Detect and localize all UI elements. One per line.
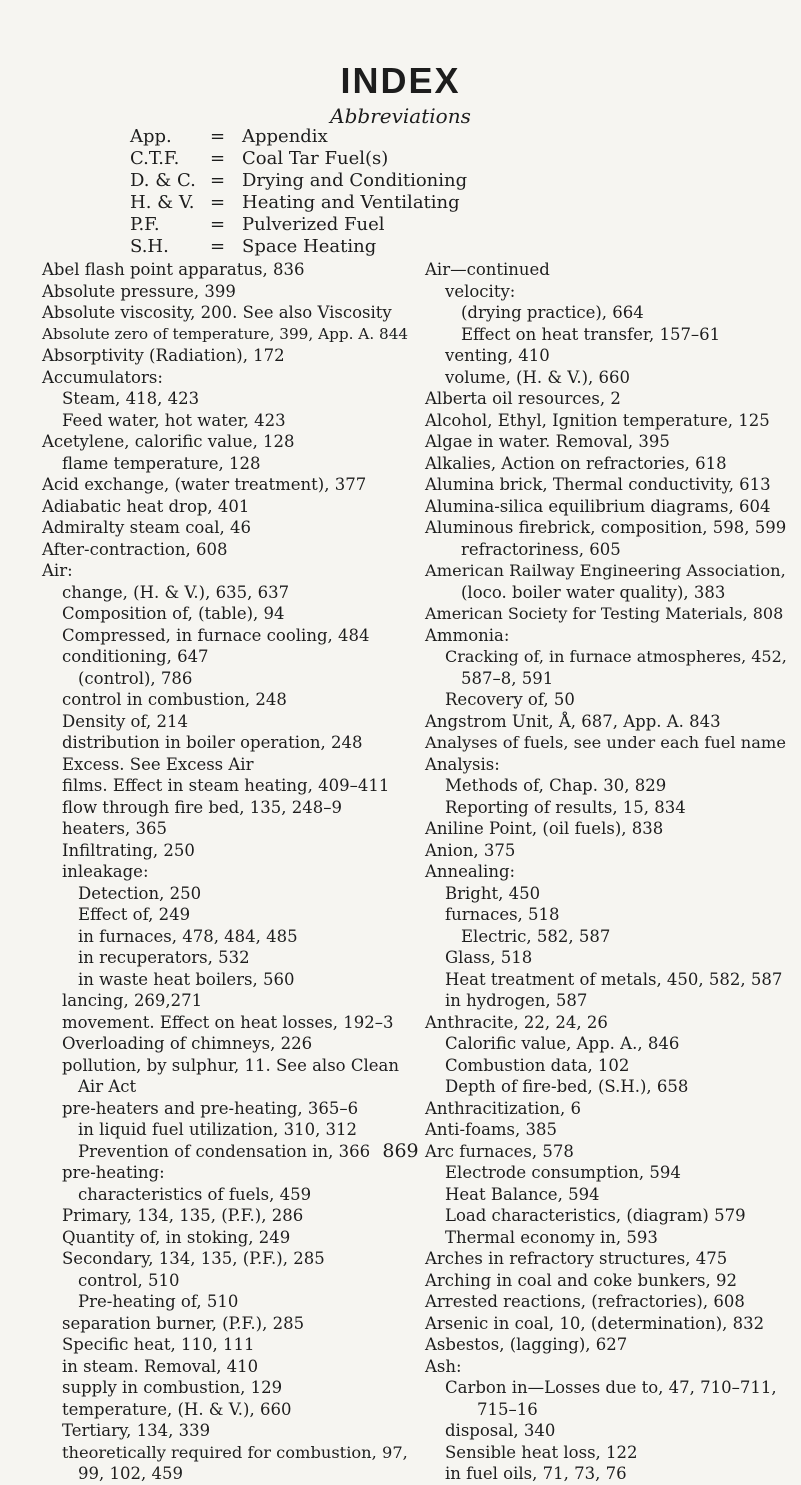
- page-number: 869: [382, 1140, 419, 1162]
- index-entry: American Railway Engineering Association,: [425, 561, 786, 580]
- index-entry: Arching in coal and coke bunkers, 92: [425, 1270, 737, 1290]
- index-entry: supply in combustion, 129: [62, 1378, 283, 1397]
- abbreviation-row: [130, 148, 467, 170]
- index-entry: Overloading of chimneys, 226: [62, 1034, 313, 1053]
- index-entry: movement. Effect on heat losses, 192–3: [62, 1012, 394, 1032]
- abbreviation-meaning: Drying and Conditioning: [242, 170, 468, 191]
- index-entry: Ash:: [425, 1356, 462, 1376]
- index-entry: Effect on heat transfer, 157–61: [461, 324, 721, 344]
- index-entry: velocity:: [445, 281, 516, 301]
- index-entry: Heat treatment of metals, 450, 582, 587: [445, 969, 783, 989]
- index-entry: (drying practice), 664: [461, 303, 644, 322]
- index-entry: in hydrogen, 587: [445, 991, 588, 1010]
- index-entry: Excess. See Excess Air: [62, 754, 254, 774]
- index-entry: furnaces, 518: [445, 905, 560, 924]
- index-entry: in steam. Removal, 410: [62, 1356, 259, 1376]
- index-entry: Heat Balance, 594: [445, 1184, 600, 1204]
- abbreviation-row: [130, 214, 467, 236]
- index-entry: Anthracitization, 6: [425, 1098, 581, 1118]
- abbreviation-key: S.H.: [130, 236, 169, 257]
- index-column-left: [42, 259, 412, 1485]
- abbreviation-key: D. & C.: [130, 170, 196, 191]
- index-entry: Arc furnaces, 578: [425, 1141, 574, 1161]
- index-entry: temperature, (H. & V.), 660: [62, 1399, 292, 1419]
- equals-sign: =: [210, 236, 226, 257]
- index-entry: Primary, 134, 135, (P.F.), 286: [62, 1206, 304, 1225]
- index-entry: Detection, 250: [78, 883, 202, 903]
- index-entry: Combustion data, 102: [445, 1055, 630, 1075]
- index-entry: (loco. boiler water quality), 383: [461, 582, 726, 602]
- index-entry: Aniline Point, (oil fuels), 838: [425, 819, 664, 838]
- index-entry: Sensible heat loss, 122: [445, 1442, 638, 1462]
- index-entry: Prevention of condensation in, 366: [78, 1141, 371, 1161]
- abbreviation-meaning: Appendix: [242, 126, 328, 147]
- index-entry: Secondary, 134, 135, (P.F.), 285: [62, 1249, 325, 1268]
- index-entry: Electric, 582, 587: [461, 926, 611, 946]
- index-entry: lancing, 269,271: [62, 991, 203, 1010]
- index-entry: Air:: [42, 561, 73, 580]
- abbreviation-key: H. & V.: [130, 192, 195, 213]
- index-entry: in waste heat boilers, 560: [78, 969, 295, 989]
- equals-sign: =: [210, 170, 226, 191]
- index-entry: distribution in boiler operation, 248: [62, 733, 363, 752]
- index-entry: After-contraction, 608: [42, 539, 228, 559]
- index-entry: Effect of, 249: [78, 905, 191, 924]
- index-entry: films. Effect in steam heating, 409–411: [62, 776, 390, 795]
- index-entry: theoretically required for combustion, 97,: [62, 1442, 408, 1462]
- index-entry: Accumulators:: [42, 367, 163, 387]
- index-entry: volume, (H. & V.), 660: [445, 367, 631, 387]
- index-entry: Anion, 375: [425, 840, 516, 860]
- index-entry: Methods of, Chap. 30, 829: [445, 776, 667, 795]
- index-entry: Arsenic in coal, 10, (determination), 832: [425, 1313, 765, 1333]
- abbreviation-key: C.T.F.: [130, 148, 180, 169]
- index-entry: in liquid fuel utilization, 310, 312: [78, 1120, 358, 1139]
- index-entry: in furnaces, 478, 484, 485: [78, 926, 298, 946]
- index-entry: Anthracite, 22, 24, 26: [425, 1012, 608, 1032]
- index-entry: Electrode consumption, 594: [445, 1163, 681, 1182]
- index-entry: Infiltrating, 250: [62, 840, 195, 860]
- index-entry: Alkalies, Action on refractories, 618: [425, 453, 727, 473]
- index-entry: Air Act: [78, 1077, 137, 1096]
- index-entry: Angstrom Unit, Å, 687, App. A. 843: [425, 711, 721, 731]
- abbreviation-meaning: Pulverized Fuel: [242, 214, 385, 235]
- index-entry: in recuperators, 532: [78, 948, 250, 967]
- index-entry: pollution, by sulphur, 11. See also Clean: [62, 1055, 399, 1075]
- index-entry: Absolute viscosity, 200. See also Viscosity: [42, 303, 392, 322]
- index-entry: inleakage:: [62, 862, 149, 881]
- index-entry: Absolute pressure, 399: [42, 281, 236, 301]
- index-entry: Alumina brick, Thermal conductivity, 613: [425, 475, 771, 494]
- index-entry: Reporting of results, 15, 834: [445, 797, 686, 817]
- index-entry: Thermal economy in, 593: [445, 1227, 658, 1247]
- index-entry: Cracking of, in furnace atmospheres, 452,: [445, 647, 787, 666]
- page-title: INDEX: [340, 60, 461, 101]
- index-entry: Acetylene, calorific value, 128: [42, 432, 295, 451]
- index-entry: in fuel oils, 71, 73, 76: [445, 1464, 627, 1483]
- abbreviation-row: [130, 170, 467, 192]
- index-entry: Alberta oil resources, 2: [425, 389, 621, 408]
- abbreviation-key: P.F.: [130, 214, 160, 235]
- index-entry: Recovery of, 50: [445, 690, 575, 709]
- abbreviations-table: [130, 126, 467, 258]
- index-entry: venting, 410: [445, 346, 550, 365]
- index-entry: pre-heating:: [62, 1163, 165, 1182]
- index-entry: Carbon in—Losses due to, 47, 710–711,: [445, 1378, 777, 1397]
- index-entry: American Society for Testing Materials, 808: [425, 604, 784, 623]
- index-entry: refractoriness, 605: [461, 539, 621, 559]
- index-entry: flow through fire bed, 135, 248–9: [62, 797, 342, 817]
- index-entry: Load characteristics, (diagram) 579: [445, 1206, 746, 1225]
- index-entry: Specific heat, 110, 111: [62, 1335, 255, 1354]
- index-entry: Alumina-silica equilibrium diagrams, 604: [425, 496, 771, 516]
- index-entry: Bright, 450: [445, 883, 541, 903]
- index-entry: Glass, 518: [445, 948, 533, 967]
- index-entry: control in combustion, 248: [62, 690, 287, 709]
- index-entry: Arches in refractory structures, 475: [425, 1249, 728, 1268]
- abbreviation-key: App.: [130, 126, 172, 147]
- index-entry: pre-heaters and pre-heating, 365–6: [62, 1098, 359, 1118]
- index-entry: Analysis:: [425, 754, 500, 774]
- index-entry: Abel flash point apparatus, 836: [42, 260, 305, 279]
- index-entry: Analyses of fuels, see under each fuel name: [425, 733, 786, 752]
- equals-sign: =: [210, 192, 226, 213]
- abbreviation-meaning: Heating and Ventilating: [242, 192, 460, 213]
- index-entry: Density of, 214: [62, 711, 188, 731]
- index-entry: 99, 102, 459: [78, 1464, 183, 1483]
- index-entry: disposal, 340: [445, 1421, 556, 1440]
- index-entry: heaters, 365: [62, 819, 167, 838]
- index-entry: Arrested reactions, (refractories), 608: [425, 1292, 745, 1311]
- index-entry: Adiabatic heat drop, 401: [42, 496, 250, 516]
- index-entry: conditioning, 647: [62, 647, 209, 666]
- abbreviation-row: [130, 126, 467, 148]
- index-entry: Depth of fire-bed, (S.H.), 658: [445, 1077, 689, 1096]
- index-entry: Algae in water. Removal, 395: [425, 432, 670, 451]
- index-entry: Tertiary, 134, 339: [62, 1421, 211, 1440]
- index-entry: Alcohol, Ethyl, Ignition temperature, 125: [425, 410, 770, 430]
- index-entry: 715–16: [477, 1399, 538, 1419]
- abbreviations-heading: Abbreviations: [330, 104, 471, 128]
- index-entry: Anti-foams, 385: [425, 1120, 557, 1139]
- index-entry: separation burner, (P.F.), 285: [62, 1313, 305, 1333]
- index-entry: Acid exchange, (water treatment), 377: [42, 475, 367, 494]
- abbreviation-row: [130, 236, 467, 258]
- index-entry: flame temperature, 128: [62, 453, 261, 473]
- index-entry: Annealing:: [425, 862, 516, 881]
- index-entry: Absolute zero of temperature, 399, App. A. 844: [42, 324, 409, 343]
- index-entry: Ammonia:: [425, 625, 510, 645]
- index-entry: Steam, 418, 423: [62, 389, 200, 408]
- abbreviation-meaning: Space Heating: [242, 236, 377, 257]
- index-entry: Aluminous firebrick, composition, 598, 599: [425, 518, 787, 537]
- index-entry: Quantity of, in stoking, 249: [62, 1227, 291, 1247]
- index-entry: Absorptivity (Radiation), 172: [42, 346, 285, 365]
- index-entry: Admiralty steam coal, 46: [42, 518, 251, 537]
- abbreviation-meaning: Coal Tar Fuel(s): [242, 148, 389, 169]
- equals-sign: =: [210, 148, 226, 169]
- index-entry: Compressed, in furnace cooling, 484: [62, 625, 370, 645]
- index-entry: control, 510: [78, 1270, 180, 1290]
- index-entry: (control), 786: [78, 668, 193, 688]
- index-entry: Pre-heating of, 510: [78, 1292, 239, 1311]
- index-entry: Asbestos, (lagging), 627: [425, 1335, 628, 1354]
- index-column-right: [425, 259, 787, 1485]
- index-entry: Composition of, (table), 94: [62, 604, 285, 623]
- index-entry: characteristics of fuels, 459: [78, 1184, 312, 1204]
- index-entry: 587–8, 591: [461, 668, 554, 688]
- index-entry: Air—continued: [425, 260, 550, 279]
- equals-sign: =: [210, 214, 226, 235]
- index-entry: Feed water, hot water, 423: [62, 410, 286, 430]
- index-entry: Calorific value, App. A., 846: [445, 1034, 680, 1053]
- equals-sign: =: [210, 126, 226, 147]
- abbreviation-row: [130, 192, 467, 214]
- index-entry: change, (H. & V.), 635, 637: [62, 582, 290, 602]
